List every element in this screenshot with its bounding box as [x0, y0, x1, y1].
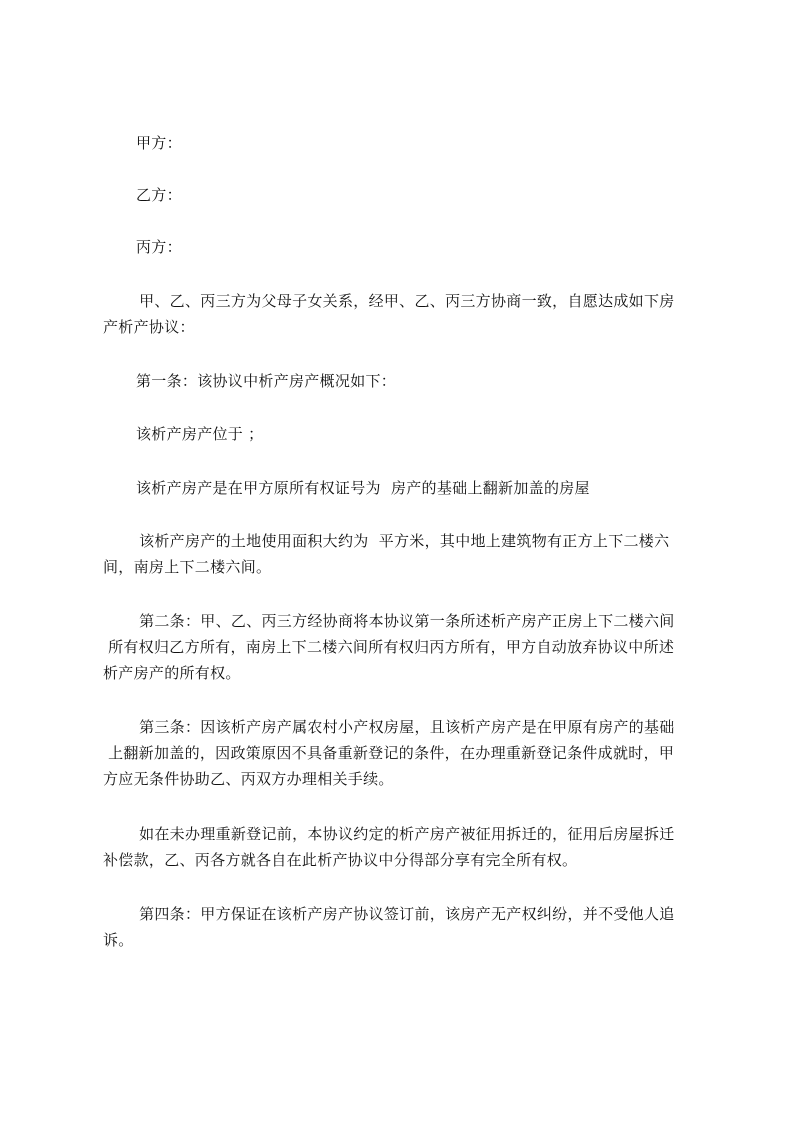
article-2-line-3: 析产房产的所有权。 [103, 664, 241, 682]
article-4-line-2: 诉。 [103, 931, 134, 949]
land-area-line-1: 该析产房产的土地使用面积大约为 平方米，其中地上建筑物有正方上下二楼六 [134, 532, 670, 550]
article-3-line-3: 方应无条件协助乙、丙双方办理相关手续。 [103, 770, 394, 788]
article-2-line-2: 所有权归乙方所有，南房上下二楼六间所有权归丙方所有，甲方自动放弃协议中所述 [103, 638, 675, 656]
intro-line-2: 产析产协议： [103, 318, 195, 336]
intro-line-1: 甲、乙、丙三方为父母子女关系，经甲、乙、丙三方协商一致，自愿达成如下房 [134, 292, 675, 310]
relocation-line-2: 补偿款，乙、丙各方就各自在此析产协议中分得部分享有完全所有权。 [103, 851, 578, 869]
party-b-label: 乙方： [136, 186, 182, 204]
land-area-line-2: 间，南房上下二楼六间。 [103, 558, 272, 576]
relocation-line-1: 如在未办理重新登记前，本协议约定的析产房产被征用拆迁的，征用后房屋拆迁 [134, 825, 675, 843]
article-3-line-1: 第三条：因该析产房产属农村小产权房屋，且该析产房产是在甲原有房产的基础 [134, 718, 675, 736]
party-c-label: 丙方： [136, 238, 182, 256]
article-4-line-1: 第四条：甲方保证在该析产房产协议签订前，该房产无产权纠纷，并不受他人追 [134, 905, 675, 923]
article-1-title: 第一条：该协议中析产房产概况如下： [136, 372, 397, 390]
article-3-line-2: 上翻新加盖的，因政策原因不具备重新登记的条件，在办理重新登记条件成就时，甲 [103, 744, 675, 762]
article-2-line-1: 第二条：甲、乙、丙三方经协商将本协议第一条所述析产房产正房上下二楼六间 [134, 612, 675, 630]
property-basis: 该析产房产是在甲方原所有权证号为 房产的基础上翻新加盖的房屋 [136, 479, 590, 497]
property-location: 该析产房产位于 ； [136, 425, 264, 443]
party-a-label: 甲方： [136, 134, 182, 152]
